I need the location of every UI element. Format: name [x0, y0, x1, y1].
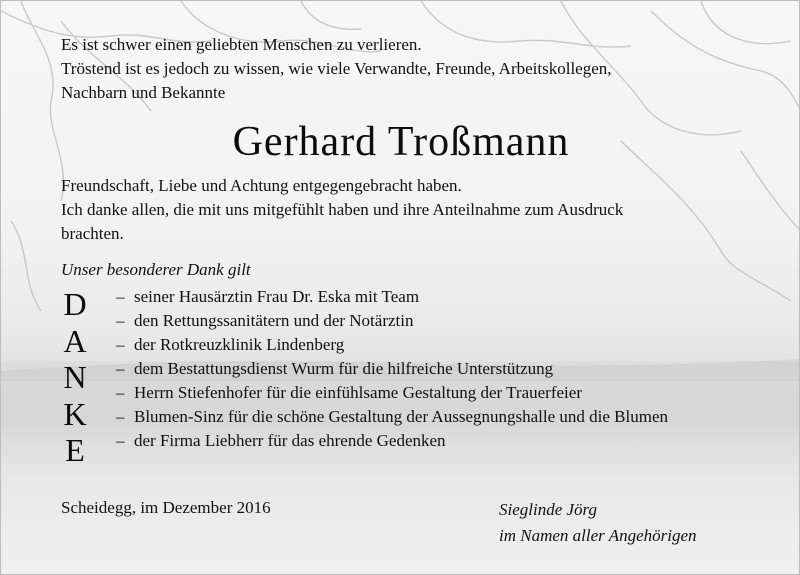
list-item-text: dem Bestattungsdienst Wurm für die hilfreiche Unterstützung: [134, 359, 554, 378]
after-line-2: Ich danke allen, die mit uns mitgefühlt haben und ihre Anteilnahme zum Ausdruck: [61, 200, 624, 219]
intro-line-2: Tröstend ist es jedoch zu wissen, wie viele Verwandte, Freunde, Arbeitskollegen,: [61, 59, 612, 78]
list-item-text: den Rettungssanitätern und der Notärztin: [134, 311, 414, 330]
dash-bullet: –: [116, 311, 125, 330]
dash-bullet: –: [116, 407, 125, 426]
dash-bullet: –: [116, 383, 125, 402]
dash-bullet: –: [116, 359, 125, 378]
list-item: [116, 357, 756, 381]
place-date: Scheidegg, im Dezember 2016: [61, 498, 271, 517]
danke-letter: K: [63, 395, 87, 432]
list-item-text: Herrn Stiefenhofer für die einfühlsame Gestaltung der Trauerfeier: [134, 383, 582, 402]
danke-letter: D: [63, 286, 87, 322]
intro-text: [61, 34, 612, 106]
list-item-text: der Firma Liebherr für das ehrende Gedenken: [134, 431, 446, 450]
list-item: [116, 333, 756, 357]
signature: [499, 497, 697, 549]
list-item: [116, 405, 716, 429]
list-item-text: seiner Hausärztin Frau Dr. Eska mit Team: [134, 287, 420, 306]
dash-bullet: –: [116, 287, 125, 306]
intro-line-1: Es ist schwer einen geliebten Menschen zu verlieren.: [61, 35, 422, 54]
list-item-text: Blumen-Sinz für die schöne Gestaltung der Aussegnungshalle und die Blumen: [134, 407, 668, 426]
dash-bullet: –: [116, 431, 125, 450]
list-item-text: der Rotkreuzklinik Lindenberg: [134, 335, 345, 354]
list-item: [116, 429, 756, 453]
thanks-heading: Unser besonderer Dank gilt: [61, 260, 251, 279]
list-item: [116, 309, 756, 333]
danke-letter: A: [63, 322, 87, 359]
after-name-text: [61, 175, 623, 247]
danke-letter: N: [63, 359, 87, 396]
danke-letter: E: [65, 432, 85, 469]
thanks-list: [116, 285, 756, 453]
after-line-1: Freundschaft, Liebe und Achtung entgegengebracht haben.: [61, 176, 462, 195]
danke-vertical-word: [53, 286, 97, 469]
intro-line-3: Nachbarn und Bekannte: [61, 83, 226, 102]
signature-name: Sieglinde Jörg: [499, 500, 598, 519]
dash-bullet: –: [116, 335, 125, 354]
list-item: [116, 285, 756, 309]
deceased-name: Gerhard Troßmann: [232, 119, 570, 165]
after-line-3: brachten.: [61, 224, 124, 243]
signature-subtitle: im Namen aller Angehörigen: [499, 526, 697, 545]
list-item: [116, 381, 756, 405]
